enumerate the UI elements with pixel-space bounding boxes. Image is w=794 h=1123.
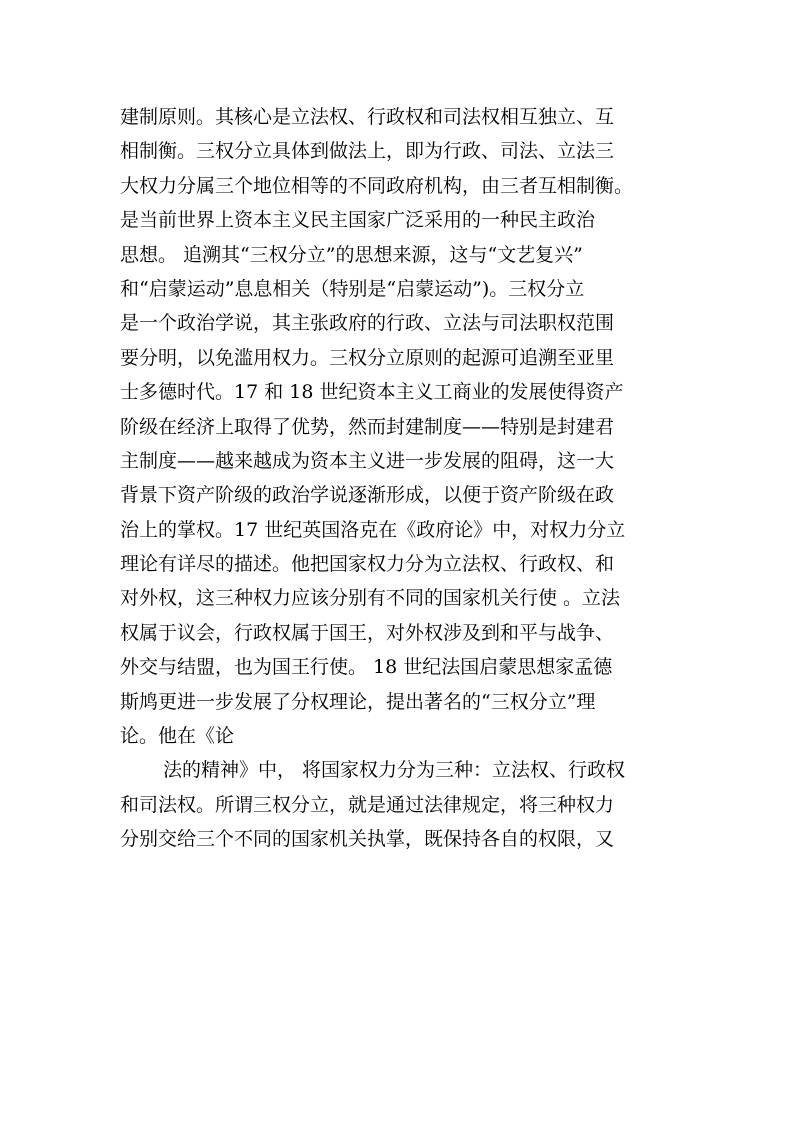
text-line: 主制度——越来越成为资本主义进一步发展的阻碍，这一大 [120,449,615,472]
text-line: 相制衡。三权分立具体到做法上，即为行政、司法、立法三 [120,140,615,163]
text-line: 对外权，这三种权力应该分别有不同的国家机关行使 。立法 [120,587,621,610]
text-line: 是当前世界上资本主义民主国家广泛采用的一种民主政治 [120,209,596,232]
text-line: 士多德时代。17 和 18 世纪资本主义工商业的发展使得资产 [120,381,624,404]
text-line: 治上的掌权。17 世纪英国洛克在《政府论》中，对权力分立 [120,518,626,541]
text-line-indented: 法的精神》中， 将国家权力分为三种：立法权、行政权 [163,759,626,782]
text-line: 要分明，以免滥用权力。三权分立原则的起源可追溯至亚里 [120,346,615,369]
text-line: 理论有详尽的描述。他把国家权力分为立法权、行政权、和 [120,553,615,576]
text-line: 思想。 追溯其“三权分立”的思想来源，这与“文艺复兴” [120,243,583,266]
text-line: 阶级在经济上取得了优势，然而封建制度——特别是封建君 [120,415,615,438]
text-line: 和司法权。所谓三权分立，就是通过法律规定，将三种权力 [120,793,615,816]
text-line: 论。他在《论 [120,725,235,748]
text-line: 分别交给三个不同的国家机关执掌，既保持各自的权限，又 [120,828,615,851]
text-line: 是一个政治学说，其主张政府的行政、立法与司法职权范围 [120,312,615,335]
text-line: 背景下资产阶级的政治学说逐渐形成，以便于资产阶级在政 [120,484,615,507]
body-text [120,100,700,857]
text-line: 权属于议会，行政权属于国王，对外权涉及到和平与战争、 [120,621,615,644]
text-line: 大权力分属三个地位相等的不同政府机构，由三者互相制衡。 [120,174,634,197]
text-line: 斯鸠更进一步发展了分权理论，提出著名的“三权分立”理 [120,690,596,713]
text-line: 建制原则。其核心是立法权、行政权和司法权相互独立、互 [120,106,615,128]
text-line: 外交与结盟，也为国王行使。 18 世纪法国启蒙思想家孟德 [120,656,613,679]
text-line: 和“启蒙运动”息息相关（特别是“启蒙运动”)。三权分立 [120,277,585,300]
